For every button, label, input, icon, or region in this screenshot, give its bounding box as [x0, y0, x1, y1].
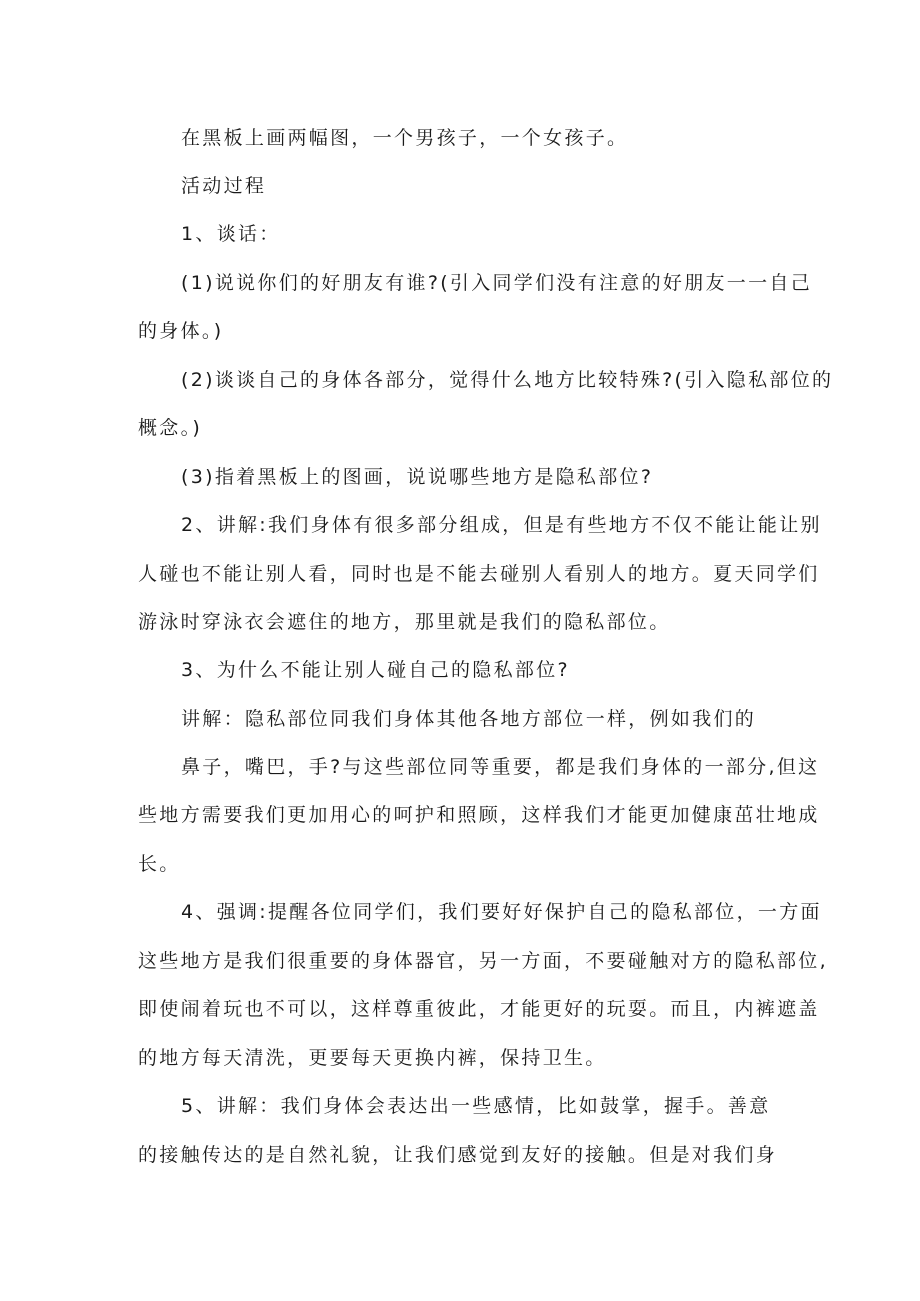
- item-1-heading: 1、谈话：: [181, 223, 281, 245]
- text-line: 即使闹着玩也不可以，这样尊重彼此，才能更好的玩耍。而且，内裤遮盖: [138, 998, 820, 1020]
- text-line: 这些地方是我们很重要的身体器官，另一方面，不要碰触对方的隐私部位,: [138, 950, 828, 972]
- text-line: 长。: [138, 853, 181, 875]
- text-line-intro: 在黑板上画两幅图，一个男孩子，一个女孩子。: [181, 127, 629, 149]
- text-line: 3、为什么不能让别人碰自己的隐私部位?: [181, 659, 570, 681]
- text-line: 讲解：隐私部位同我们身体其他各地方部位一样，例如我们的: [181, 708, 757, 730]
- text-line: 2、讲解:我们身体有很多部分组成，但是有些地方不仅不能让能让别: [181, 514, 822, 536]
- text-line: 的身体。): [138, 320, 224, 342]
- text-line: 概念。): [138, 417, 203, 439]
- text-line: (3)指着黑板上的图画，说说哪些地方是隐私部位?: [181, 466, 654, 488]
- text-line: (2)谈谈自己的身体各部分，觉得什么地方比较特殊?(引入隐私部位的: [181, 369, 834, 391]
- text-line: (1)说说你们的好朋友有谁?(引入同学们没有注意的好朋友一一自己: [181, 272, 813, 294]
- text-line: 人碰也不能让别人看，同时也是不能去碰别人看别人的地方。夏天同学们: [138, 563, 820, 585]
- text-line: 的地方每天清洗，更要每天更换内裤，保持卫生。: [138, 1047, 607, 1069]
- text-line: 的接触传达的是自然礼貌，让我们感觉到友好的接触。但是对我们身: [138, 1144, 778, 1166]
- section-heading-activity-process: 活动过程: [181, 175, 267, 197]
- text-line: 5、讲解：我们身体会表达出一些感情，比如鼓掌，握手。善意: [181, 1095, 771, 1117]
- text-line: 鼻子，嘴巴，手?与这些部位同等重要，都是我们身体的一部分,但这: [181, 756, 820, 778]
- text-line: 4、强调:提醒各位同学们，我们要好好保护自己的隐私部位，一方面: [181, 901, 822, 923]
- text-line: 游泳时穿泳衣会遮住的地方，那里就是我们的隐私部位。: [138, 611, 671, 633]
- text-line: 些地方需要我们更加用心的呵护和照顾，这样我们才能更加健康茁壮地成: [138, 804, 820, 826]
